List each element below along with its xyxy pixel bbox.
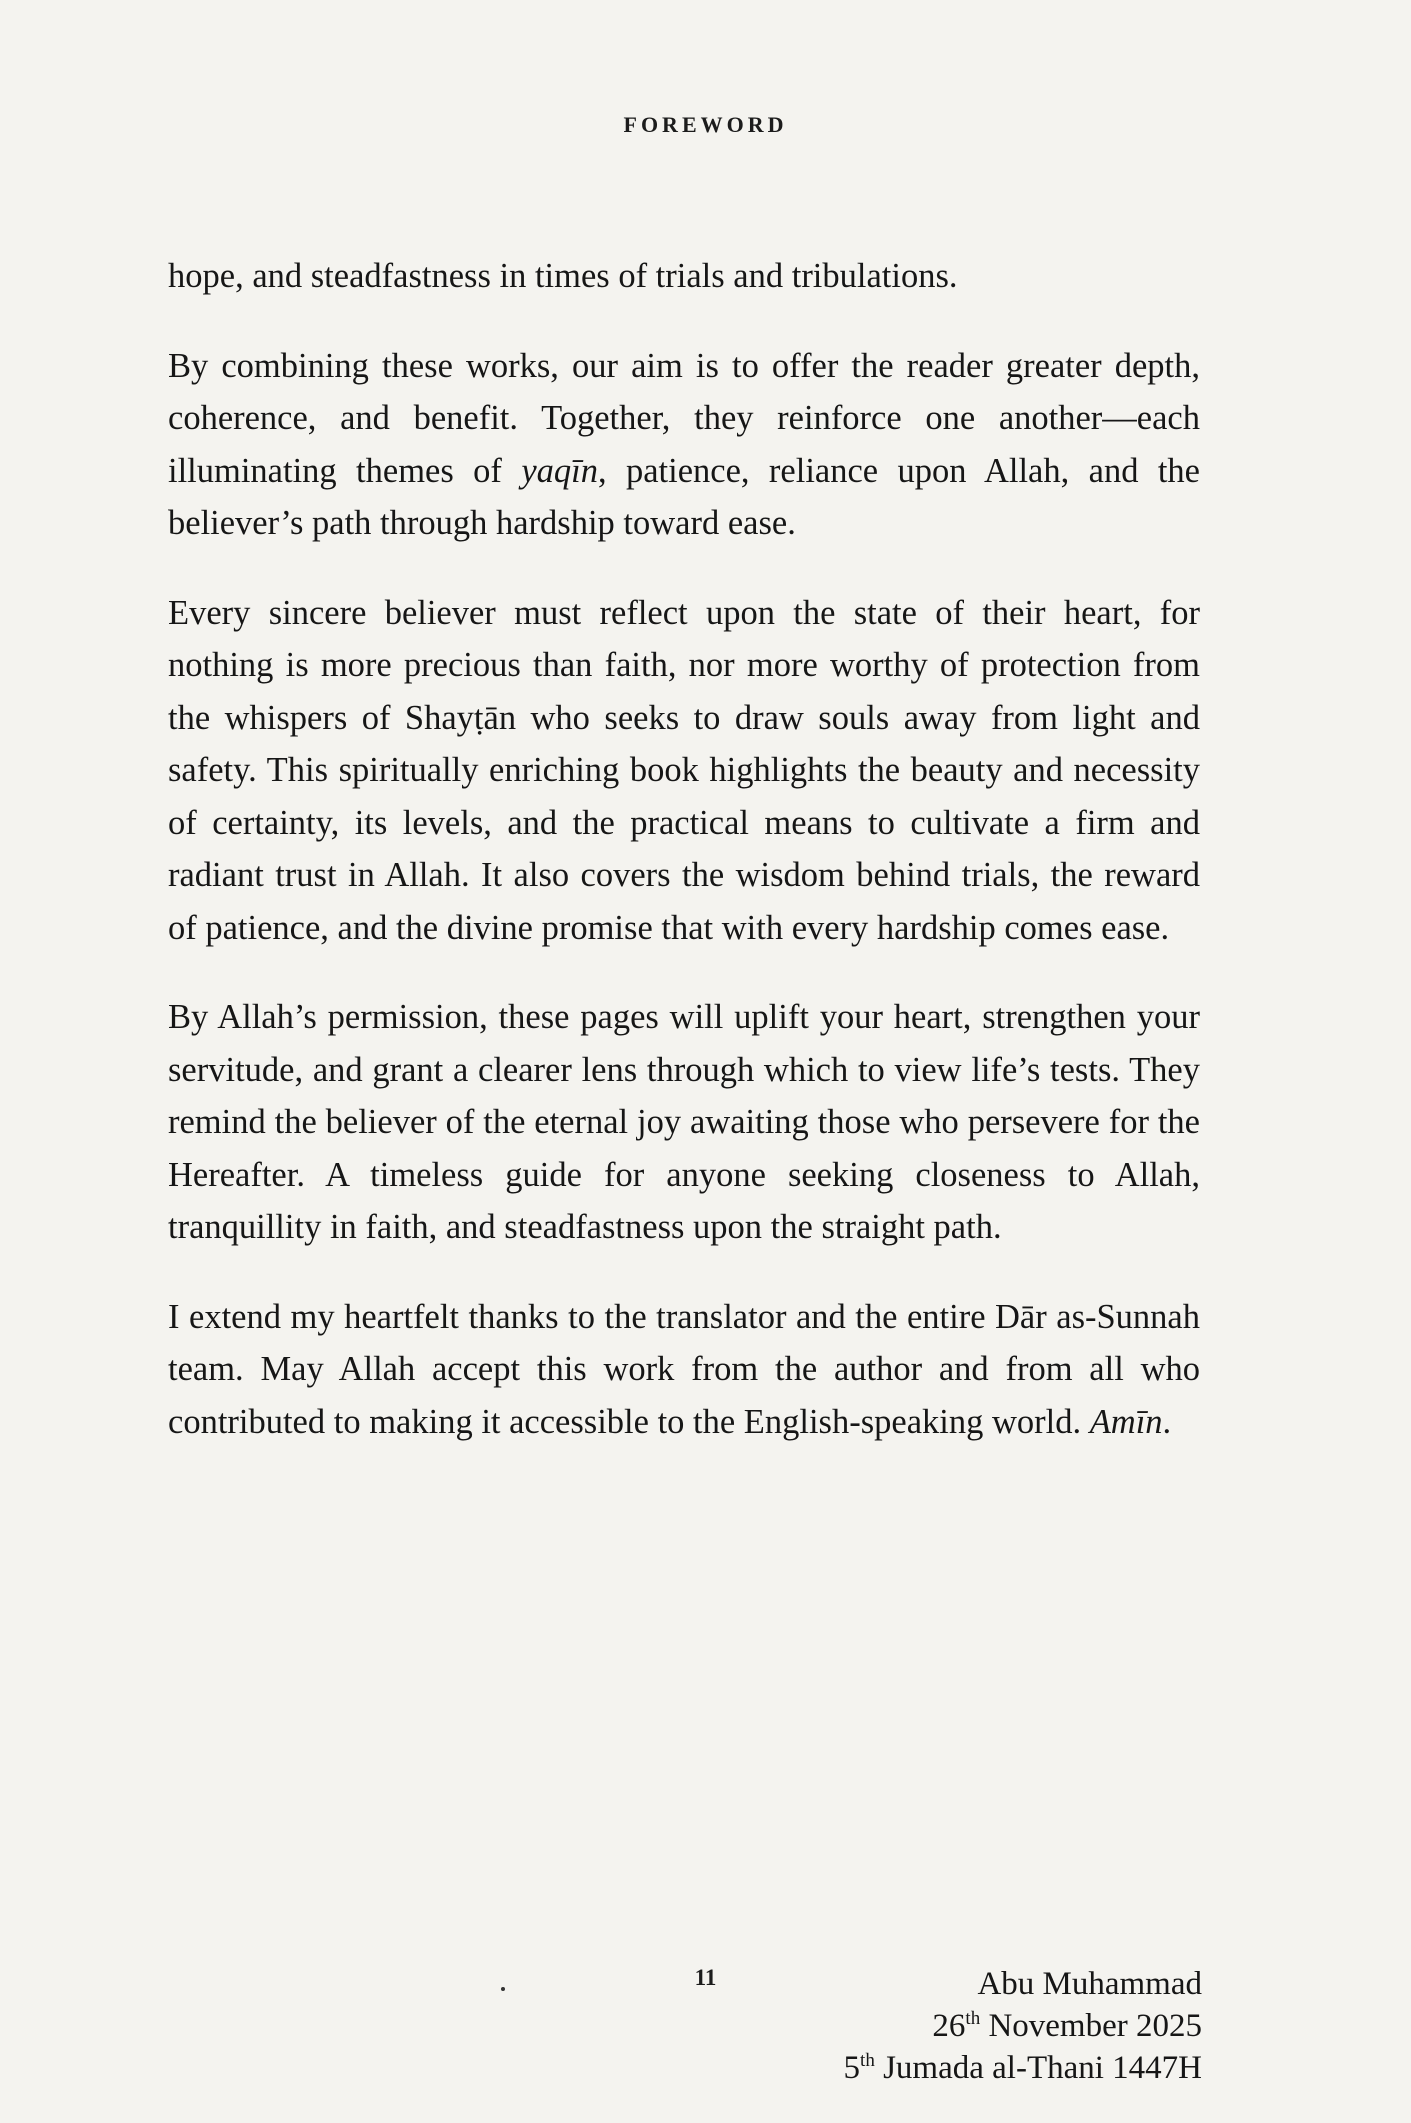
paragraph-2 bbox=[168, 340, 1200, 550]
page-number: 11 bbox=[694, 1965, 717, 1990]
hijri-month-year: Jumada al-Thani 1447H bbox=[874, 2050, 1202, 2086]
paragraph-5-text-a: I extend my heartfelt thanks to the translator and the entire Dār as-Sunnah team. May Allah accept this work from the author and from all who contributed to making it accessible to the English-speaking world. bbox=[168, 1297, 1200, 1441]
paragraph-1 bbox=[168, 250, 1200, 303]
paragraph-2-text-a: By combining these works, our aim is to offer the reader greater depth, coherence, and benefit. Together, they reinforce one another—each illuminating themes of bbox=[168, 346, 1200, 490]
gregorian-day-suffix: th bbox=[965, 2008, 981, 2029]
paragraph-4-text: By Allah’s permission, these pages will uplift your heart, strengthen your servitude, and grant a clearer lens through which to view life’s tests. They remind the believer of the eternal joy awaiting those who persevere for the Hereafter. A timeless guide for anyone seeking closeness to Allah, tranquillity in faith, and steadfastness upon the straight path. bbox=[168, 998, 1200, 1246]
hijri-day: 5 bbox=[843, 2050, 861, 2086]
paragraph-5-text-b: . bbox=[1162, 1402, 1172, 1441]
paragraph-5 bbox=[168, 1291, 1200, 1449]
foreword-body bbox=[168, 250, 1200, 1485]
paragraph-5-italic-term: Amīn bbox=[1089, 1402, 1163, 1441]
paragraph-4 bbox=[168, 991, 1200, 1254]
paragraph-1-text: hope, and steadfastness in times of trials and tribulations. bbox=[168, 257, 958, 295]
running-head: FOREWORD bbox=[623, 112, 788, 137]
paragraph-2-italic-term: yaqīn bbox=[521, 451, 598, 490]
paragraph-3-text: Every sincere believer must reflect upon the state of their heart, for nothing is more precious than faith, nor more worthy of protection from the whispers of Shayṭān who seeks to draw souls away from light and safety. This spiritually enriching book highlights the beauty and necessity of certainty, its levels, and the practical means to cultivate a firm and radiant trust in Allah. It also covers the wisdom behind trials, the reward of patience, and the divine promise that with every hardship comes ease. bbox=[168, 593, 1200, 947]
signature-date-hijri bbox=[600, 2047, 1202, 2089]
paragraph-3 bbox=[168, 587, 1200, 955]
hijri-day-suffix: th bbox=[860, 2050, 875, 2071]
gregorian-month-year: November 2025 bbox=[980, 2008, 1202, 2044]
paragraph-2-text-b: , patience, reliance upon Allah, and the believer’s path through hardship toward ease. bbox=[168, 451, 1200, 542]
gregorian-day: 26 bbox=[932, 2008, 966, 2044]
signature-name: Abu Muhammad bbox=[977, 1966, 1202, 2002]
signature-date-gregorian bbox=[600, 2005, 1202, 2047]
